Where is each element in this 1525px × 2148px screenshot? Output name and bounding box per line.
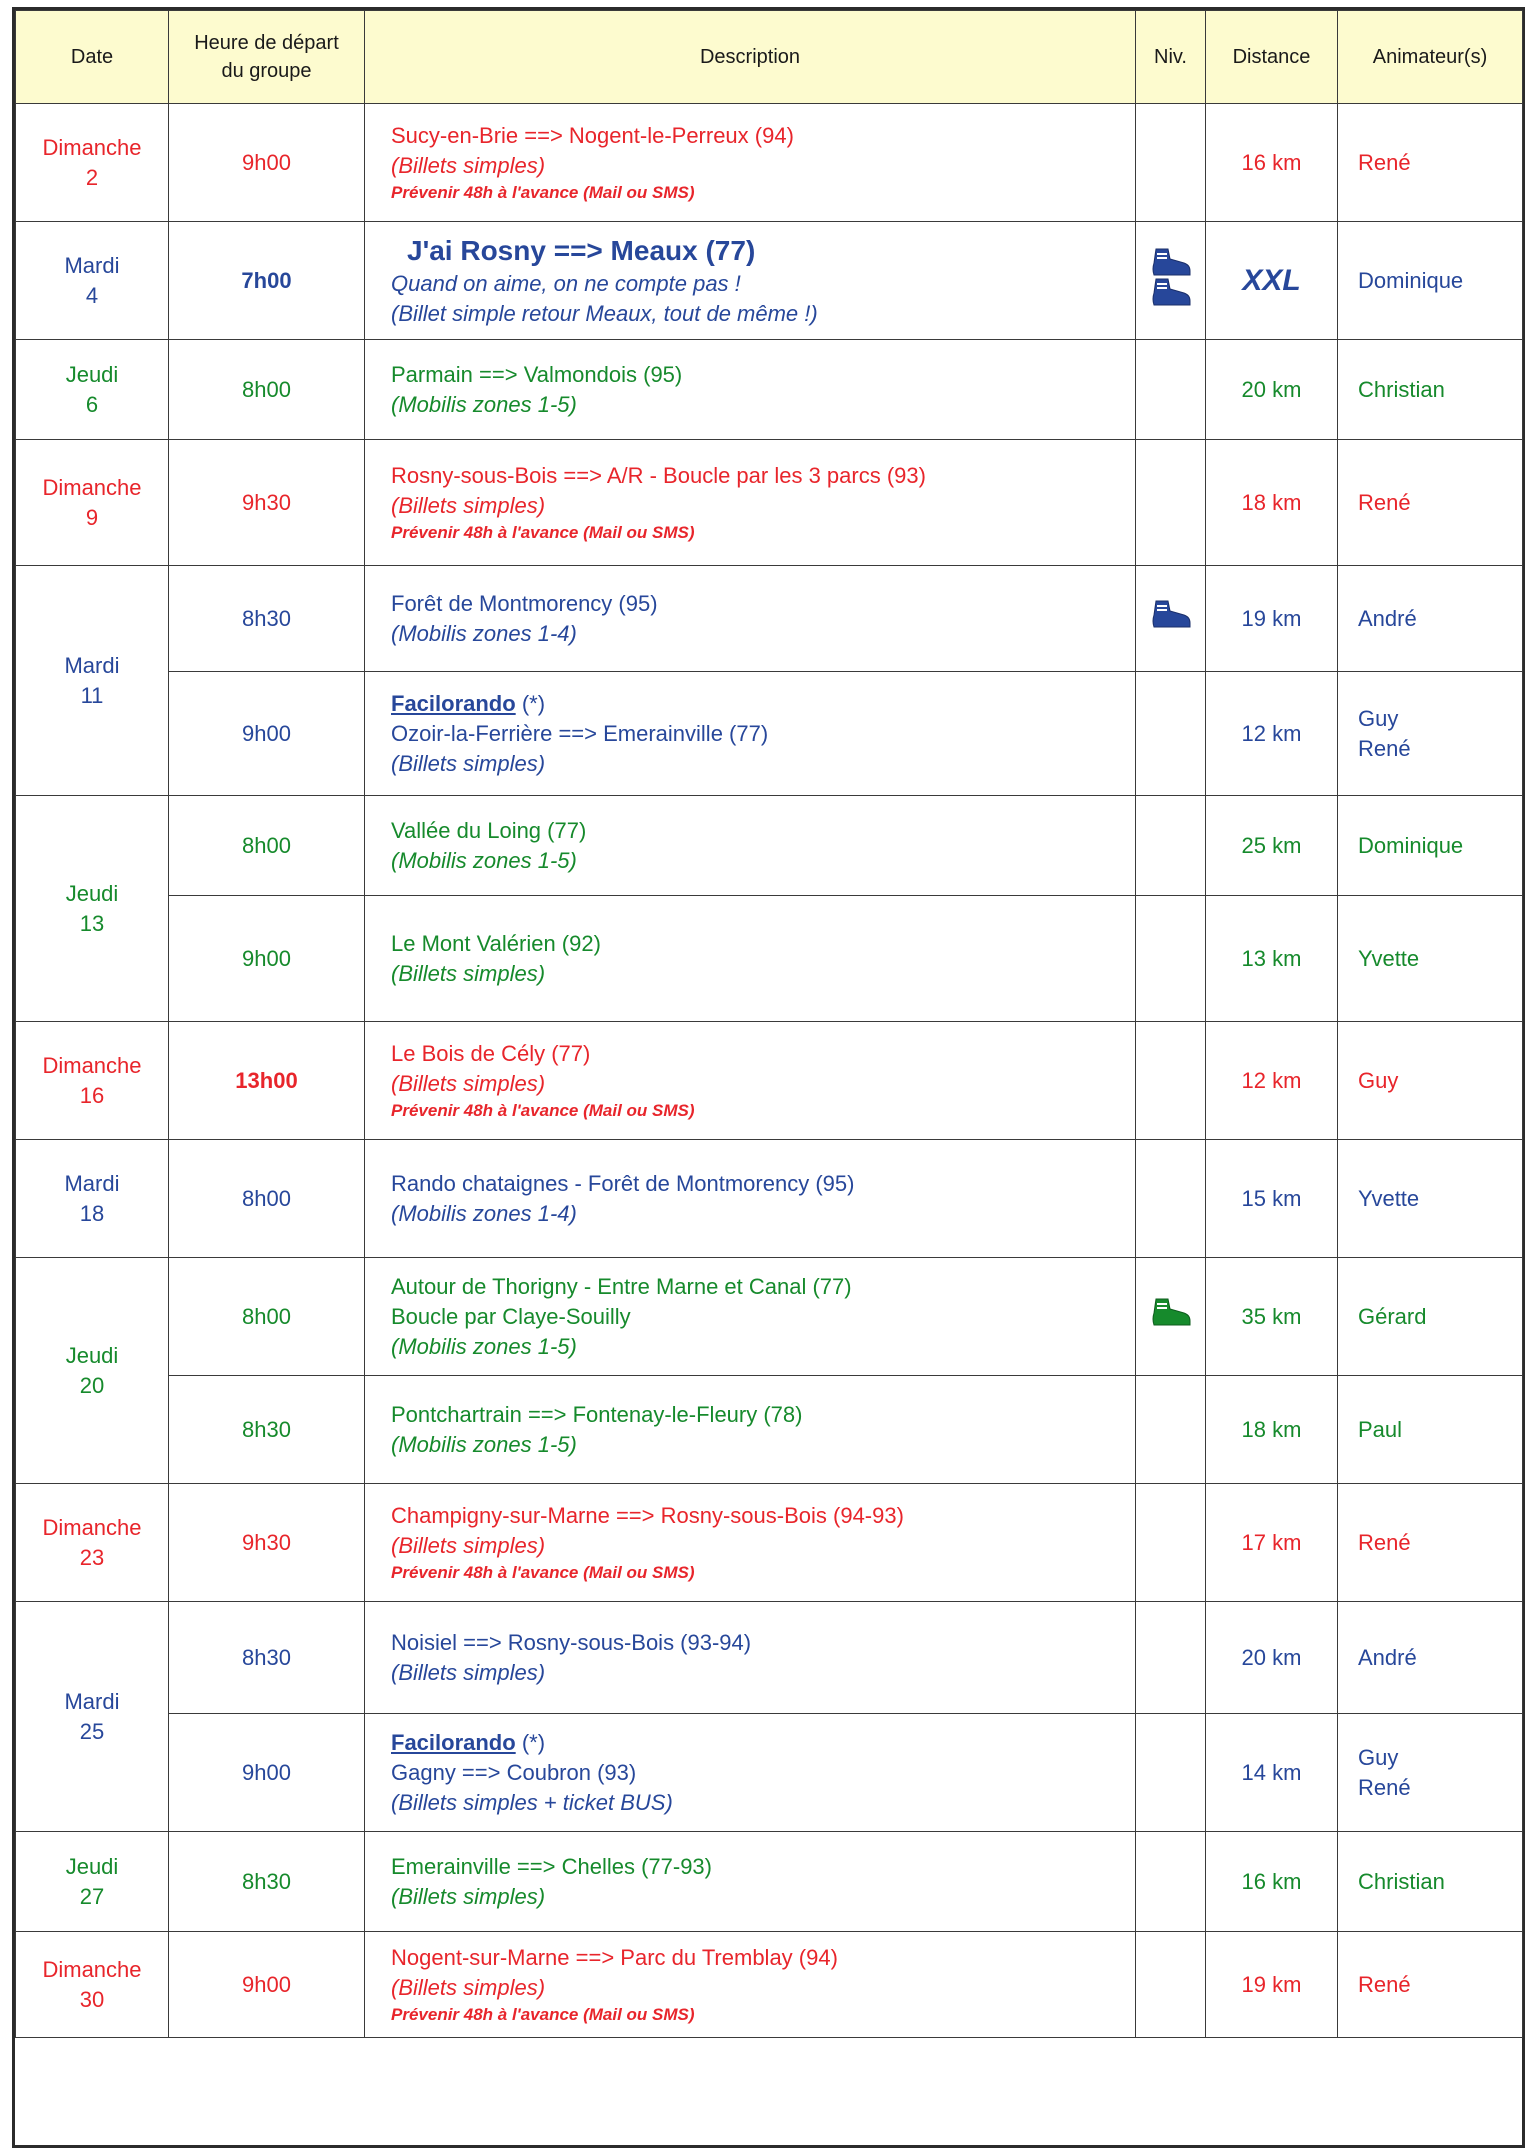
level-cell [1136,222,1206,340]
date-cell: Dimanche 23 [16,1484,169,1602]
time-cell: 9h00 [169,896,365,1022]
animator-cell: Guy [1338,1022,1523,1140]
time-cell: 9h00 [169,1932,365,2038]
description-cell: Autour de Thorigny - Entre Marne et Canal (77) Boucle par Claye-Souilly (Mobilis zones 1-5) [365,1258,1136,1376]
table-row [16,1832,1523,1932]
table-row [16,1258,1523,1376]
header-niveau: Niv. [1136,11,1206,104]
time-cell: 9h30 [169,1484,365,1602]
time-cell: 8h00 [169,1140,365,1258]
level-cell [1136,104,1206,222]
table-row [16,1022,1523,1140]
table-row [16,222,1523,340]
time-cell: 8h30 [169,566,365,672]
level-cell [1136,672,1206,796]
distance-cell: 17 km [1206,1484,1338,1602]
time-cell: 9h00 [169,1714,365,1832]
description-cell: Forêt de Montmorency (95) (Mobilis zones 1-4) [365,566,1136,672]
level-cell [1136,1602,1206,1714]
description-cell: Le Bois de Cély (77) (Billets simples) Prévenir 48h à l'avance (Mail ou SMS) [365,1022,1136,1140]
description-cell: Noisiel ==> Rosny-sous-Bois (93-94) (Billets simples) [365,1602,1136,1714]
description-cell: Rando chataignes - Forêt de Montmorency (95) (Mobilis zones 1-4) [365,1140,1136,1258]
level-cell [1136,340,1206,440]
distance-cell: 16 km [1206,1832,1338,1932]
table-row [16,1376,1523,1484]
level-cell [1136,440,1206,566]
date-cell: Dimanche 16 [16,1022,169,1140]
level-cell [1136,1140,1206,1258]
level-cell [1136,566,1206,672]
date-cell: Jeudi 27 [16,1832,169,1932]
table-row [16,1932,1523,2038]
description-cell: Pontchartrain ==> Fontenay-le-Fleury (78) (Mobilis zones 1-5) [365,1376,1136,1484]
header-description: Description [365,11,1136,104]
animator-cell: Gérard [1338,1258,1523,1376]
time-cell: 13h00 [169,1022,365,1140]
animator-cell: André [1338,1602,1523,1714]
header-distance: Distance [1206,11,1338,104]
distance-cell: 19 km [1206,566,1338,672]
header-date: Date [16,11,169,104]
table-row [16,1602,1523,1714]
table-row [16,104,1523,222]
date-cell: Mardi 18 [16,1140,169,1258]
hiking-shoe-icon [1148,599,1194,631]
description-cell: Rosny-sous-Bois ==> A/R - Boucle par les 3 parcs (93) (Billets simples) Prévenir 48h à l'avance (Mail ou SMS) [365,440,1136,566]
time-cell: 9h00 [169,104,365,222]
level-cell [1136,1022,1206,1140]
animator-cell: René [1338,1484,1523,1602]
description-cell: Le Mont Valérien (92) (Billets simples) [365,896,1136,1022]
description-cell: Champigny-sur-Marne ==> Rosny-sous-Bois (94-93) (Billets simples) Prévenir 48h à l'avance (Mail ou SMS) [365,1484,1136,1602]
distance-cell: 25 km [1206,796,1338,896]
date-cell: Mardi 25 [16,1602,169,1832]
distance-cell: 18 km [1206,440,1338,566]
level-cell [1136,1932,1206,2038]
time-cell: 8h30 [169,1376,365,1484]
table-row [16,340,1523,440]
time-cell: 9h30 [169,440,365,566]
animator-cell: René [1338,1932,1523,2038]
distance-cell: 15 km [1206,1140,1338,1258]
description-cell: J'ai Rosny ==> Meaux (77) Quand on aime, on ne compte pas ! (Billet simple retour Meaux, tout de même !) [365,222,1136,340]
time-cell: 8h00 [169,796,365,896]
animator-cell: Guy René [1338,672,1523,796]
table-row [16,1140,1523,1258]
time-cell: 7h00 [169,222,365,340]
table-row [16,672,1523,796]
date-cell: Mardi 11 [16,566,169,796]
header-depart: Heure de départ du groupe [169,11,365,104]
time-cell: 8h00 [169,340,365,440]
animator-cell: Christian [1338,1832,1523,1932]
double-hiking-shoe-icon [1148,245,1194,309]
distance-cell: 35 km [1206,1258,1338,1376]
animator-cell: Guy René [1338,1714,1523,1832]
header-row [16,11,1523,104]
animator-cell: Paul [1338,1376,1523,1484]
date-cell: Mardi 4 [16,222,169,340]
distance-cell: 18 km [1206,1376,1338,1484]
date-cell: Jeudi 6 [16,340,169,440]
description-cell: Vallée du Loing (77) (Mobilis zones 1-5) [365,796,1136,896]
time-cell: 9h00 [169,672,365,796]
table-row [16,566,1523,672]
date-cell: Dimanche 9 [16,440,169,566]
distance-cell: 20 km [1206,1602,1338,1714]
table-row [16,1484,1523,1602]
description-cell: Facilorando (*) Ozoir-la-Ferrière ==> Emerainville (77) (Billets simples) [365,672,1136,796]
animator-cell: Yvette [1338,1140,1523,1258]
level-cell [1136,796,1206,896]
description-cell: Facilorando (*) Gagny ==> Coubron (93) (Billets simples + ticket BUS) [365,1714,1136,1832]
animator-cell: René [1338,440,1523,566]
level-cell [1136,1832,1206,1932]
distance-cell: 12 km [1206,1022,1338,1140]
table-row [16,440,1523,566]
animator-cell: André [1338,566,1523,672]
distance-cell: 12 km [1206,672,1338,796]
table-row [16,1714,1523,1832]
time-cell: 8h00 [169,1258,365,1376]
distance-cell: 14 km [1206,1714,1338,1832]
time-cell: 8h30 [169,1832,365,1932]
level-cell [1136,1484,1206,1602]
date-cell: Dimanche 30 [16,1932,169,2038]
animator-cell: Christian [1338,340,1523,440]
header-animateurs: Animateur(s) [1338,11,1523,104]
distance-cell: 16 km [1206,104,1338,222]
time-cell: 8h30 [169,1602,365,1714]
animator-cell: Dominique [1338,222,1523,340]
level-cell [1136,1258,1206,1376]
animator-cell: René [1338,104,1523,222]
date-cell: Dimanche 2 [16,104,169,222]
facilorando-link[interactable]: Facilorando [391,690,516,716]
distance-cell: 13 km [1206,896,1338,1022]
level-cell [1136,896,1206,1022]
hike-schedule-table [15,10,1523,2038]
table-row [16,896,1523,1022]
date-cell: Jeudi 20 [16,1258,169,1484]
animator-cell: Yvette [1338,896,1523,1022]
description-cell: Emerainville ==> Chelles (77-93) (Billets simples) [365,1832,1136,1932]
description-cell: Nogent-sur-Marne ==> Parc du Tremblay (94) (Billets simples) Prévenir 48h à l'avance (Mail ou SMS) [365,1932,1136,2038]
table-row [16,796,1523,896]
distance-cell: 19 km [1206,1932,1338,2038]
date-cell: Jeudi 13 [16,796,169,1022]
level-cell [1136,1376,1206,1484]
distance-cell: XXL [1206,222,1338,340]
hiking-shoe-icon [1148,1297,1194,1329]
animator-cell: Dominique [1338,796,1523,896]
level-cell [1136,1714,1206,1832]
facilorando-link[interactable]: Facilorando [391,1729,516,1755]
description-cell: Sucy-en-Brie ==> Nogent-le-Perreux (94) (Billets simples) Prévenir 48h à l'avance (Mail ou SMS) [365,104,1136,222]
description-cell: Parmain ==> Valmondois (95) (Mobilis zones 1-5) [365,340,1136,440]
distance-cell: 20 km [1206,340,1338,440]
